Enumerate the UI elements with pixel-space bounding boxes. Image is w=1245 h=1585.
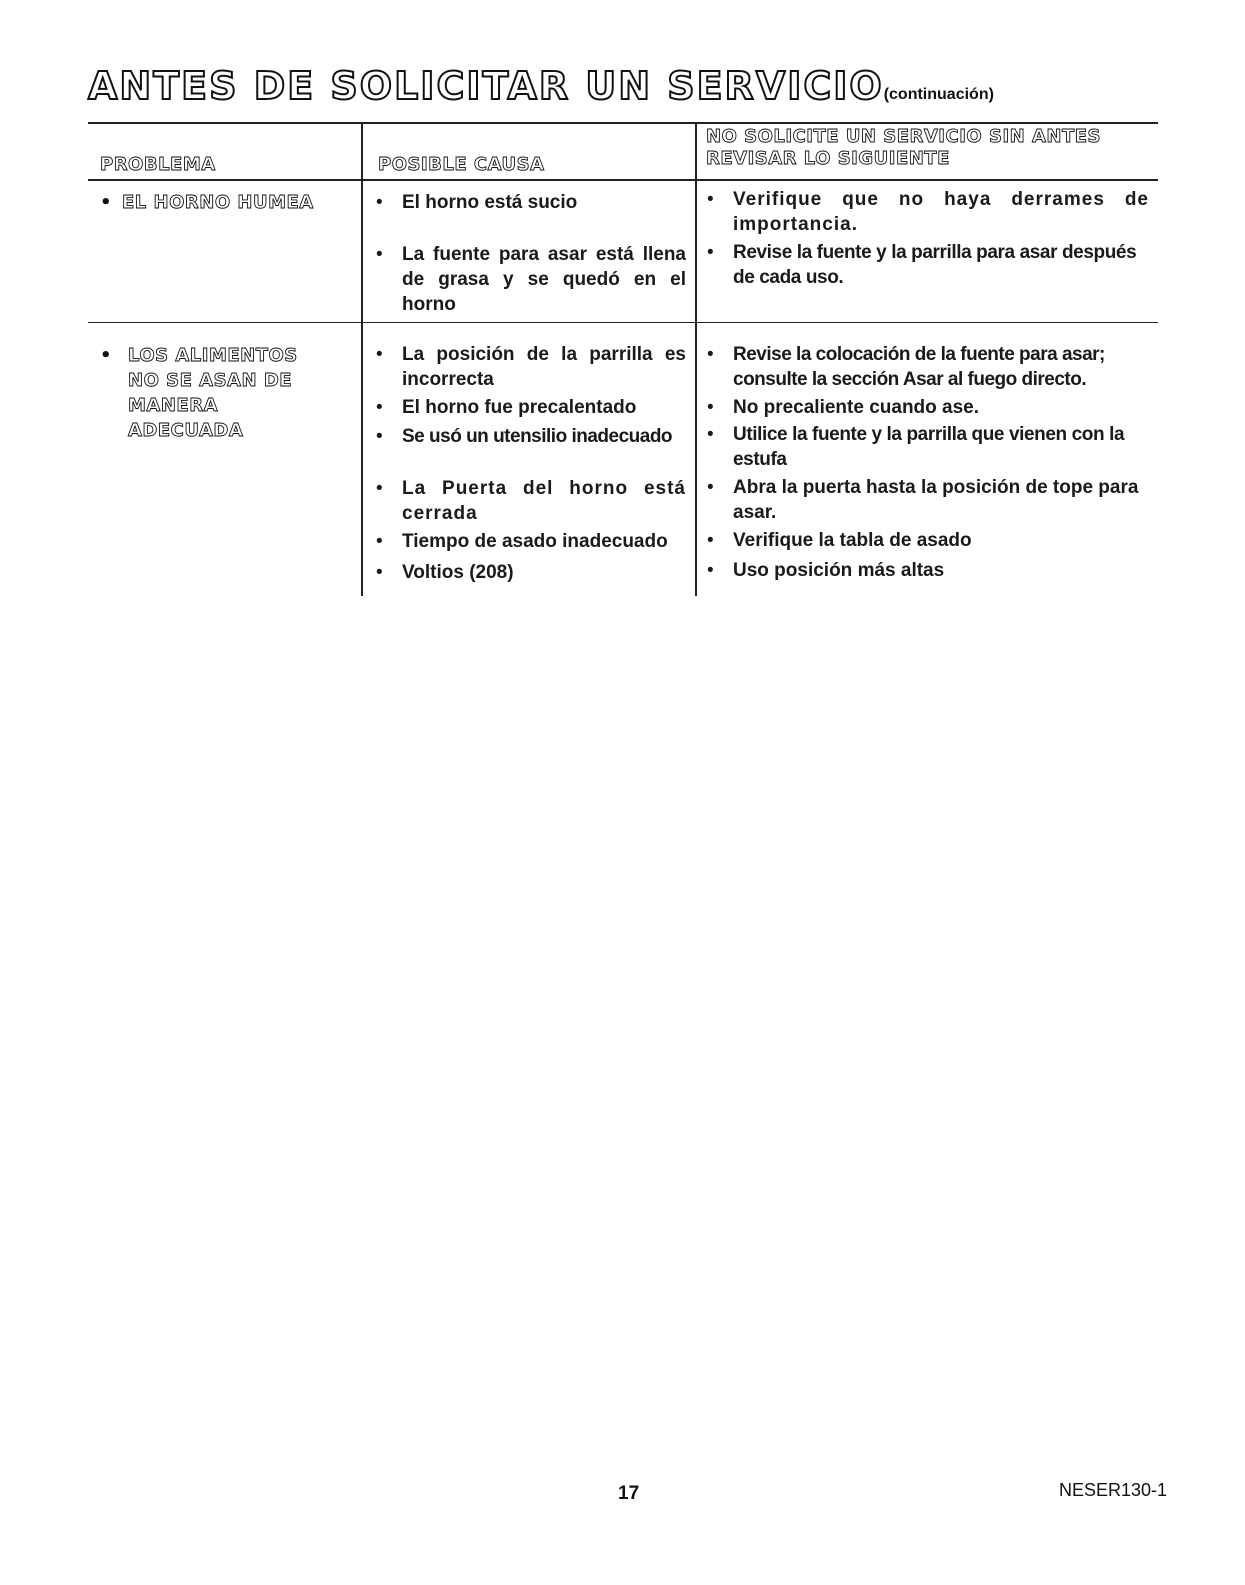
cause-text: El horno fue precalentado xyxy=(402,397,637,418)
column-divider-2 xyxy=(695,122,697,596)
bullet: • xyxy=(376,344,383,365)
check-item xyxy=(707,422,1149,472)
cause-text: Se usó un utensilio inadecuado xyxy=(402,426,673,447)
problem-food-not-broiling xyxy=(100,343,330,443)
bullet: • xyxy=(100,345,113,366)
cause-item xyxy=(376,342,686,392)
bullet: • xyxy=(707,344,714,365)
page-title xyxy=(88,64,994,108)
check-item xyxy=(707,395,1149,420)
bullet: • xyxy=(376,478,384,499)
header-check-line2: REVISAR LO SIGUIENTE xyxy=(706,148,950,169)
bullet: • xyxy=(376,531,383,552)
cause-item xyxy=(376,190,686,215)
check-text: Abra la puerta hasta la posición de tope para asar. xyxy=(733,477,1139,523)
cause-text: El horno está sucio xyxy=(402,192,578,213)
cause-text: La posición de la parrilla es incorrecta xyxy=(402,344,686,390)
cause-text: La fuente para asar está llena de grasa y se quedó en el horno xyxy=(402,244,686,315)
row-divider-rule xyxy=(88,322,1158,323)
cause-text: Tiempo de asado inadecuado xyxy=(402,531,668,552)
document-code: NESER130-1 xyxy=(1059,1480,1168,1500)
problem-text: LOS ALIMENTOS NO SE ASAN DE MANERA ADECUADA xyxy=(128,345,298,441)
header-check-line1: NO SOLICITE UN SERVICIO SIN ANTES xyxy=(706,126,1102,147)
bullet: • xyxy=(376,192,383,213)
cause-text: La Puerta del horno está cerrada xyxy=(402,478,686,524)
header-cause: POSIBLE CAUSA xyxy=(378,154,545,175)
cause-item xyxy=(376,476,686,526)
problem-oven-smokes xyxy=(100,190,340,215)
check-text: Revise la colocación de la fuente para asar; consulte la sección Asar al fuego directo. xyxy=(733,344,1105,390)
problem-text: EL HORNO HUMEA xyxy=(122,192,314,213)
check-item xyxy=(707,475,1149,525)
page-number: 17 xyxy=(618,1483,640,1504)
bullet: • xyxy=(376,562,383,583)
cause-text: Voltios (208) xyxy=(402,562,514,583)
bullet: • xyxy=(707,530,714,551)
bullet: • xyxy=(707,397,714,418)
cause-item xyxy=(376,242,686,317)
check-item xyxy=(707,528,1149,553)
column-divider-1 xyxy=(361,122,363,596)
cause-item xyxy=(376,395,686,420)
bullet: • xyxy=(707,242,714,263)
check-text: Revise la fuente y la parrilla para asar después de cada uso. xyxy=(733,242,1137,288)
check-text: Verifique que no haya derrames de importancia. xyxy=(733,189,1149,235)
check-item xyxy=(707,240,1149,290)
header-check xyxy=(706,126,1101,170)
check-item xyxy=(707,342,1149,392)
cause-item xyxy=(376,560,686,585)
cause-item xyxy=(376,424,686,449)
bullet: • xyxy=(707,477,714,498)
check-text: Uso posición más altas xyxy=(733,560,945,581)
bullet: • xyxy=(707,560,714,581)
bullet: • xyxy=(707,424,714,445)
header-problem: PROBLEMA xyxy=(100,154,216,175)
bullet: • xyxy=(707,189,715,210)
table-top-rule xyxy=(88,122,1158,124)
title-main: ANTES DE SOLICITAR UN SERVICIO xyxy=(88,64,884,108)
cause-item xyxy=(376,529,686,554)
check-text: Verifique la tabla de asado xyxy=(733,530,972,551)
bullet: • xyxy=(376,397,383,418)
header-bottom-rule xyxy=(88,179,1158,181)
check-text: Utilice la fuente y la parrilla que vienen con la estufa xyxy=(733,424,1125,470)
bullet: • xyxy=(100,192,113,213)
title-sub: (continuación) xyxy=(883,86,994,103)
check-item xyxy=(707,558,1149,583)
bullet: • xyxy=(376,426,383,447)
check-item xyxy=(707,187,1149,237)
bullet: • xyxy=(376,244,383,265)
check-text: No precaliente cuando ase. xyxy=(733,397,980,418)
